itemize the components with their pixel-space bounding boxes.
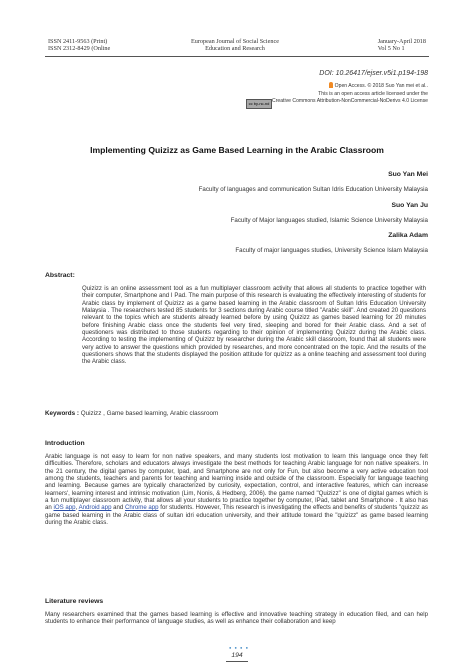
author-affiliation: Faculty of major languages studies, University Science Islam Malaysia bbox=[235, 247, 428, 254]
open-access-line2: This is an open access article licensed under the bbox=[318, 90, 428, 97]
article-title: Implementing Quizizz as Game Based Learning in the Arabic Classroom bbox=[90, 145, 384, 155]
journal-name-line2: Education and Research bbox=[205, 45, 265, 53]
page-decoration-dots: ● ● ● ● bbox=[229, 645, 249, 650]
author-name: Zalika Adam bbox=[388, 232, 428, 239]
journal-issue bbox=[378, 38, 426, 53]
literature-text: Many researchers examined that the games based learning is effective and innovative teaching strategy in education filed, and can help students to enhance their performance of language studies, as well as enhance their collaboration and keep bbox=[45, 611, 428, 626]
issn-print: ISSN 2411-9563 (Print) bbox=[48, 38, 108, 45]
issn-online: ISSN 2312-8429 (Online bbox=[48, 45, 111, 53]
journal-name bbox=[160, 38, 310, 53]
introduction-heading: Introduction bbox=[45, 440, 85, 447]
open-access-lock-icon bbox=[329, 82, 333, 88]
header-divider bbox=[45, 56, 429, 57]
link-conjunction: and bbox=[113, 504, 124, 512]
page-number-underline bbox=[226, 661, 248, 662]
issue-date: January-April 2018 bbox=[377, 38, 426, 45]
keywords-label: Keywords : bbox=[45, 410, 79, 417]
issue-volume: Vol 5 No 1 bbox=[377, 45, 405, 53]
introduction-text: Arabic language is not easy to learn for non native speakers, and many students lost motivation to learn this language once they felt difficulties. Therefore, scholars and educators always investigate the best methods for teaching Arabic language for non native speakers. In the 21 century, the digital games by computer, Ipad, and Smartphone are not only for Fun, but also become a very active education tool among the students, teachers and parents for teaching and learning inside and outside of the classroom. Especially for language teaching and learning. Because games are typically characterized by curiosity, expectation, control, and interactive features, which can increase learners', learning interest and intrinsic motivation (Lim, Nonis, & Hedberg, 2006). the game named "Quizizz" is one of digital games which is a fun multiplayer classroom activity, that allows all your students to practice together by computer, IPad, tablet and Smartphone . It also has an iOS app, Android app and Chrome app for students. However, This research is investigating the effects and benefits of students "quizziz as game based learning in the Arabic class of sultan idri education university, and their attitude toward the "quizizz" as game based learning during the Arabic class. bbox=[45, 453, 428, 527]
open-access-notice bbox=[198, 82, 428, 106]
doi[interactable]: DOI: 10.26417/ejser.v5i1.p194-198 bbox=[319, 70, 428, 77]
author-affiliation: Faculty of Major languages studied, Islamic Science University Malaysia bbox=[230, 217, 428, 224]
page-number: 194 bbox=[231, 652, 243, 659]
chrome-app-link[interactable]: Chrome app bbox=[125, 504, 159, 512]
literature-heading: Literature reviews bbox=[45, 598, 104, 605]
author-name: Suo Yan Mei bbox=[388, 171, 428, 178]
keywords bbox=[45, 410, 426, 417]
android-app-link[interactable]: Android app bbox=[78, 504, 112, 512]
author-name: Suo Yan Ju bbox=[391, 202, 428, 209]
keywords-list: Quizizz , Game based learning, Arabic classroom bbox=[80, 410, 219, 417]
abstract-heading: Abstract: bbox=[45, 272, 75, 279]
creative-commons-badge[interactable]: cc by-nc-nd bbox=[246, 99, 272, 109]
journal-name-line1: European Journal of Social Science bbox=[191, 38, 279, 45]
open-access-line1: Open Access. © 2018 Suo Yan mei et al.. bbox=[334, 83, 428, 89]
journal-issn bbox=[48, 38, 110, 53]
ios-app-link[interactable]: iOS app bbox=[53, 504, 76, 512]
author-affiliation: Faculty of languages and communication Sultan Idris Education University Malaysia bbox=[198, 186, 428, 193]
introduction-paragraph-end: for students. However, This research is investigating the effects and benefits of students "quizziz as game based learning in the Arabic class of sultan idri education university, and their attitude toward the "quizizz" as game based learning during the Arabic class. bbox=[45, 504, 428, 527]
open-access-line3: Creative Commons Attribution-NonCommercial-NoDerivs 4.0 License bbox=[272, 98, 428, 105]
introduction-paragraph: Arabic language is not easy to learn for non native speakers, and many students lost motivation to learn this language once they felt difficulties. Therefore, scholars and educators always investigate the best methods for teaching Arabic language for non native speakers. In the 21 century, the digital games by computer, Ipad, and Smartphone are not only for Fun, but also become a very active education tool among the students, teachers and parents for teaching and learning inside and outside of the classroom. Especially for language teaching and learning. Because games are typically characterized by curiosity, expectation, control, and interactive features, which can increase learners', learning interest and intrinsic motivation (Lim, Nonis, & Hedberg, 2006). the game named "Quizizz" is one of digital games which is a fun multiplayer classroom activity, that allows all your students to practice together by computer, IPad, tablet and Smartphone . It also has an bbox=[45, 453, 428, 512]
abstract-text: Quizizz is an online assessment tool as a fun multiplayer classroom activity that allows all students to practice together with their computer, Smartphone and I Pad. The main purpose of this research is evaluating the effectively interesting of students for Arabic class by implement of Quizizz as a game based learning in the Arabic classroom of Sultan Idris Education University Malaysia . The researchers tested 85 students for 3 sections during Arabic course titled "Arabic skill". And created 20 questions relevant to the topics which are students already learned before by using Quizizz as games based learning for 20 minutes before finishing Arabic class once the students feel very tired, sleeping and bored for their Arabic class. And a set of questioners was distributed to those students regarding to their opinion of implementing Quizizz during the Arabic class. According to testing the implementing of Quizizz by researcher during the Arabic skill classroom, found that all students were very active to answer the questions which provided by researches, and more concentrated on the topic. And the results of the questioners shows that the students displayed the position attitude for quizizz as a online teaching and assessment tool during the Arabic class. bbox=[82, 285, 426, 366]
